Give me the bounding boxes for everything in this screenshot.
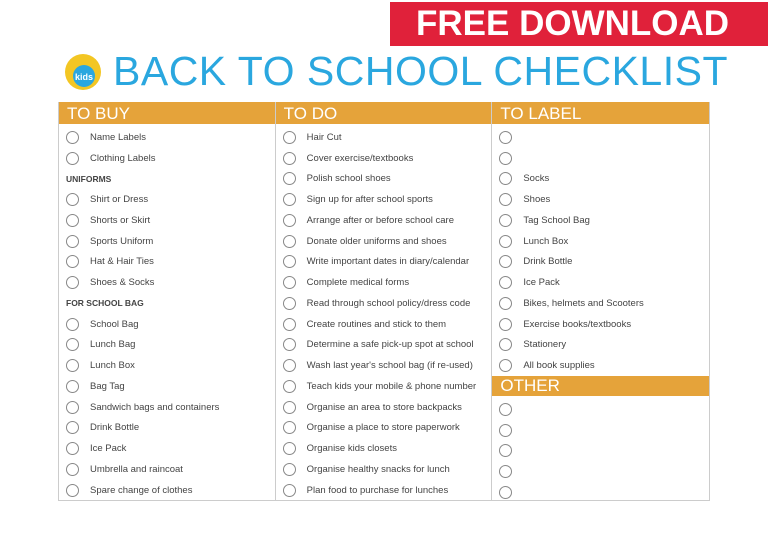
checklist-item[interactable] (492, 148, 709, 169)
checkbox-circle-icon[interactable] (499, 465, 512, 478)
checklist-item-label: Exercise books/textbooks (523, 318, 632, 330)
checklist-item[interactable] (59, 335, 275, 356)
checklist-item[interactable] (59, 418, 275, 439)
checkbox-circle-icon[interactable] (66, 131, 79, 144)
checkbox-circle-icon[interactable] (283, 152, 296, 165)
checkbox-circle-icon[interactable] (283, 463, 296, 476)
checklist-item-label: Name Labels (90, 131, 146, 143)
checklist-item[interactable] (276, 272, 492, 293)
column-to-do (276, 102, 493, 500)
column-header-other: OTHER (492, 376, 709, 396)
checklist-item[interactable] (59, 189, 275, 210)
checkbox-circle-icon[interactable] (283, 235, 296, 248)
checklist-item-label: Teach kids your mobile & phone number (306, 380, 477, 392)
checklist-item[interactable] (492, 293, 709, 314)
checklist-item-label: Shirt or Dress (90, 194, 149, 206)
checkbox-circle-icon[interactable] (283, 297, 296, 310)
checklist-item[interactable] (59, 252, 275, 273)
checkbox-circle-icon[interactable] (499, 403, 512, 416)
checklist-item[interactable] (276, 127, 492, 148)
checklist-item[interactable] (59, 231, 275, 252)
checklist-item[interactable] (276, 376, 492, 397)
checklist-item[interactable] (276, 293, 492, 314)
checklist-item-label: Create routines and stick to them (306, 318, 447, 330)
checklist-item-label: Plan food to purchase for lunches (306, 484, 449, 496)
checkbox-circle-icon[interactable] (66, 193, 79, 206)
checklist-item[interactable] (276, 169, 492, 190)
checklist-item[interactable] (59, 210, 275, 231)
column-header: TO DO (276, 102, 492, 124)
checklist-item[interactable] (492, 355, 709, 376)
checkbox-circle-icon[interactable] (66, 152, 79, 165)
checkbox-circle-icon[interactable] (499, 424, 512, 437)
checklist-item-label: Clothing Labels (90, 152, 156, 164)
checklist-item[interactable] (276, 397, 492, 418)
checkbox-circle-icon[interactable] (283, 276, 296, 289)
checklist-item-label: Hat & Hair Ties (90, 256, 154, 268)
checklist-item[interactable] (492, 210, 709, 231)
checklist-item[interactable] (492, 314, 709, 335)
checkbox-circle-icon[interactable] (499, 193, 512, 206)
checklist-item-label: Umbrella and raincoat (90, 463, 183, 475)
checkbox-circle-icon[interactable] (283, 193, 296, 206)
checklist-item[interactable] (276, 335, 492, 356)
checklist-item[interactable] (492, 169, 709, 190)
checklist-item-label: Sports Uniform (90, 235, 154, 247)
checkbox-circle-icon[interactable] (499, 276, 512, 289)
checklist-item[interactable] (276, 189, 492, 210)
checkbox-circle-icon[interactable] (66, 401, 79, 414)
checkbox-circle-icon[interactable] (499, 486, 512, 499)
checklist-item-label: Drink Bottle (523, 256, 573, 268)
checklist-item-label: Polish school shoes (306, 173, 391, 185)
checkbox-circle-icon[interactable] (499, 235, 512, 248)
free-download-banner[interactable]: FREE DOWNLOAD (390, 2, 768, 46)
checklist-item[interactable] (492, 441, 709, 462)
checklist-item[interactable] (59, 355, 275, 376)
checkbox-circle-icon[interactable] (66, 463, 79, 476)
checklist-item[interactable] (492, 189, 709, 210)
checklist-item[interactable] (276, 314, 492, 335)
checkbox-circle-icon[interactable] (66, 338, 79, 351)
checkbox-circle-icon[interactable] (283, 380, 296, 393)
checklist-item[interactable] (59, 272, 275, 293)
checkbox-circle-icon[interactable] (499, 214, 512, 227)
checklist-item-label: Ice Pack (523, 277, 560, 289)
section-heading: UNIFORMS (66, 173, 112, 184)
checklist-item-label: All book supplies (523, 360, 595, 372)
checkbox-circle-icon[interactable] (66, 255, 79, 268)
checkbox-circle-icon[interactable] (499, 172, 512, 185)
checkbox-circle-icon[interactable] (499, 152, 512, 165)
checkbox-circle-icon[interactable] (283, 359, 296, 372)
checklist-item[interactable] (276, 231, 492, 252)
checkbox-circle-icon[interactable] (66, 214, 79, 227)
checklist-item[interactable] (492, 127, 709, 148)
svg-text:kids: kids (74, 72, 94, 82)
checklist-item-label: Bag Tag (90, 380, 125, 392)
column-to-label (492, 102, 709, 500)
checklist-item-label: Organise a place to store paperwork (306, 422, 460, 434)
bright-star-kids-logo (63, 52, 103, 90)
checkbox-circle-icon[interactable] (66, 442, 79, 455)
checklist-item[interactable] (492, 399, 709, 420)
checklist-item[interactable] (492, 335, 709, 356)
checklist-item[interactable] (59, 376, 275, 397)
checkbox-circle-icon[interactable] (283, 172, 296, 185)
checklist-item[interactable] (276, 459, 492, 480)
checkbox-circle-icon[interactable] (499, 131, 512, 144)
checklist-item[interactable] (492, 272, 709, 293)
checkbox-circle-icon[interactable] (499, 318, 512, 331)
checkbox-circle-icon[interactable] (499, 255, 512, 268)
checklist-item[interactable] (492, 420, 709, 441)
checkbox-circle-icon[interactable] (499, 297, 512, 310)
checkbox-circle-icon[interactable] (66, 421, 79, 434)
checklist-item-label: Shoes & Socks (90, 277, 155, 289)
checkbox-circle-icon[interactable] (283, 214, 296, 227)
checkbox-circle-icon[interactable] (283, 131, 296, 144)
checklist-item[interactable] (276, 418, 492, 439)
checklist-item[interactable] (276, 355, 492, 376)
checklist-item[interactable] (59, 314, 275, 335)
checklist-item-label: Sign up for after school sports (306, 194, 433, 206)
checkbox-circle-icon[interactable] (283, 421, 296, 434)
checkbox-circle-icon[interactable] (499, 444, 512, 457)
column-header: TO LABEL (492, 102, 709, 124)
checklist-item-label: Lunch Box (523, 235, 569, 247)
checklist-item-label: Ice Pack (90, 443, 127, 455)
checklist-item[interactable] (492, 252, 709, 273)
checklist-item-label: Sandwich bags and containers (90, 401, 220, 413)
checklist-item[interactable] (492, 482, 709, 503)
checklist-item-label: Wash last year's school bag (if re-used) (306, 360, 473, 372)
section-heading: FOR SCHOOL BAG (66, 298, 144, 309)
checklist-item-label: School Bag (90, 318, 139, 330)
checklist-item-label: Stationery (523, 339, 567, 351)
checklist-item[interactable] (276, 148, 492, 169)
checklist-item[interactable] (276, 438, 492, 459)
checklist-item[interactable] (492, 231, 709, 252)
checklist-item-label: Organise kids closets (306, 443, 397, 455)
checklist-item-label: Hair Cut (306, 131, 342, 143)
checkbox-circle-icon[interactable] (283, 401, 296, 414)
checklist-item-label: Socks (523, 173, 550, 185)
checkbox-circle-icon[interactable] (66, 359, 79, 372)
checklist-item-label: Spare change of clothes (90, 484, 193, 496)
checklist-item[interactable] (59, 397, 275, 418)
checkbox-circle-icon[interactable] (283, 338, 296, 351)
checklist-item[interactable] (59, 438, 275, 459)
checklist-item[interactable] (492, 461, 709, 482)
checklist-item[interactable] (59, 127, 275, 148)
checklist-item-label: Cover exercise/textbooks (306, 152, 414, 164)
checkbox-circle-icon[interactable] (283, 255, 296, 268)
checklist-item-label: Tag School Bag (523, 214, 590, 226)
checkbox-circle-icon[interactable] (66, 276, 79, 289)
page-title: BACK TO SCHOOL CHECKLIST (113, 48, 729, 94)
checklist-item-label: Bikes, helmets and Scooters (523, 297, 644, 309)
checkbox-circle-icon[interactable] (283, 484, 296, 497)
checklist-item-label: Read through school policy/dress code (306, 297, 471, 309)
checklist-item-label: Lunch Bag (90, 339, 136, 351)
checklist-item-label: Organise an area to store backpacks (306, 401, 462, 413)
checklist-item-label: Drink Bottle (90, 422, 140, 434)
column-header: TO BUY (59, 102, 275, 124)
checkbox-circle-icon[interactable] (499, 359, 512, 372)
column-to-buy (59, 102, 276, 500)
checklist-item[interactable] (59, 148, 275, 169)
checklist-item-label: Organise healthy snacks for lunch (306, 463, 450, 475)
checkbox-circle-icon[interactable] (66, 484, 79, 497)
checklist-item-label: Shoes (523, 194, 551, 206)
checklist-item-label: Donate older uniforms and shoes (306, 235, 447, 247)
checklist-item-label: Lunch Box (90, 360, 135, 372)
checkbox-circle-icon[interactable] (283, 442, 296, 455)
checkbox-circle-icon[interactable] (66, 380, 79, 393)
checklist-item[interactable] (276, 480, 492, 501)
checklist-item-label: Complete medical forms (306, 277, 410, 289)
checklist-item[interactable] (59, 480, 275, 501)
checkbox-circle-icon[interactable] (283, 318, 296, 331)
checkbox-circle-icon[interactable] (66, 235, 79, 248)
checkbox-circle-icon[interactable] (499, 338, 512, 351)
checklist-item-label: Shorts or Skirt (90, 214, 151, 226)
checklist-table (58, 102, 710, 501)
checklist-item-label: Determine a safe pick-up spot at school (306, 339, 474, 351)
checkbox-circle-icon[interactable] (66, 318, 79, 331)
checklist-item[interactable] (276, 252, 492, 273)
checklist-item[interactable] (276, 210, 492, 231)
checklist-item-label: Arrange after or before school care (306, 214, 455, 226)
checklist-item-label: Write important dates in diary/calendar (306, 256, 470, 268)
checklist-item[interactable] (59, 459, 275, 480)
